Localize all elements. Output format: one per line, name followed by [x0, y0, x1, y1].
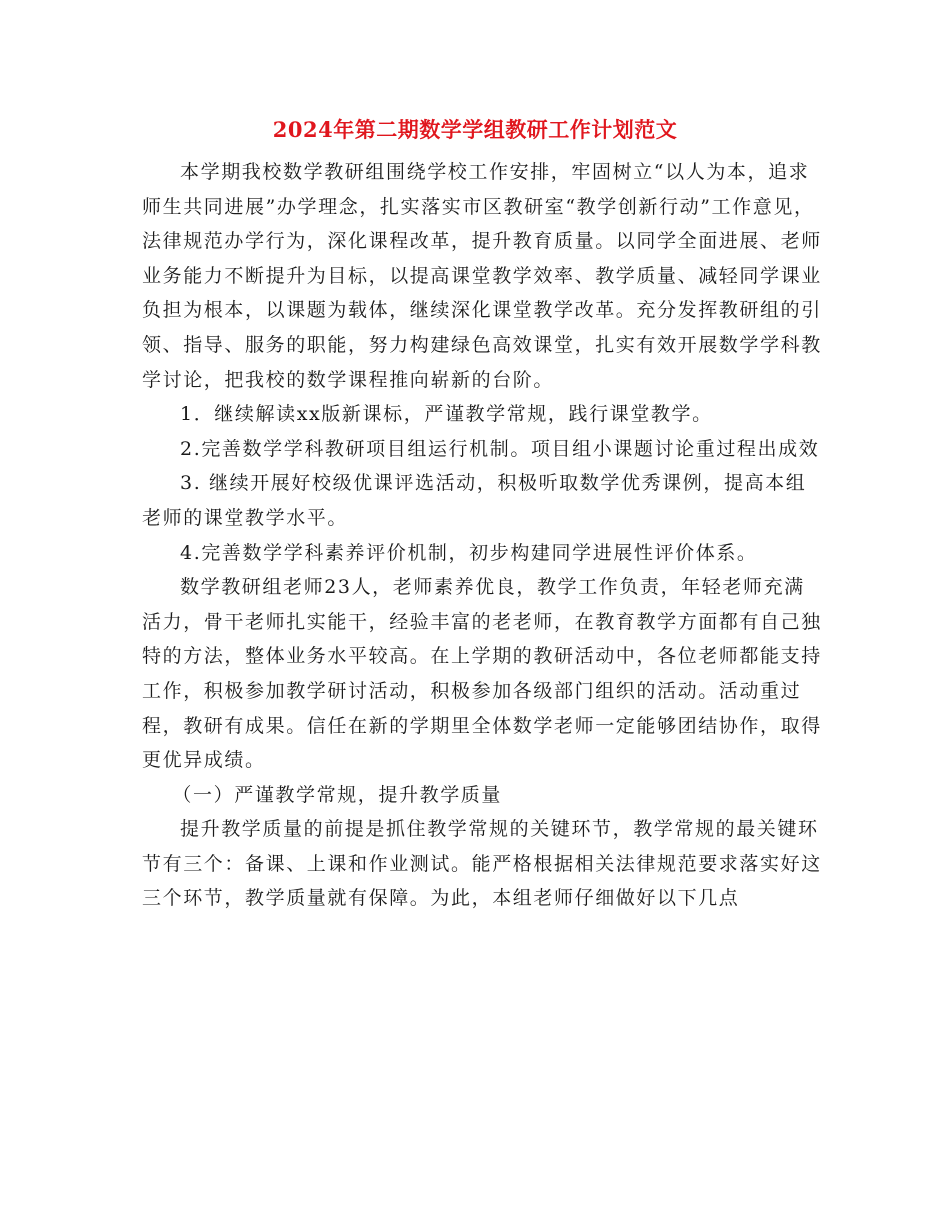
document-body	[142, 155, 822, 916]
document-title: 2024年第二期数学学组教研工作计划范文	[272, 117, 678, 142]
paragraph-item-3: 3. 继续开展好校级优课评选活动，积极听取数学优秀课例，提高本组老师的课堂教学水平。	[142, 472, 807, 529]
paragraph-item-1: 1．继续解读xx版新课标，严谨教学常规，践行课堂教学。	[180, 403, 713, 426]
paragraph-item-4: 4.完善数学学科素养评价机制，初步构建同学进展性评价体系。	[180, 541, 758, 564]
section-heading-1: （一）严谨教学常规，提升教学质量	[172, 783, 502, 806]
paragraph-item-2: 2.完善数学学科教研项目组运行机制。项目组小课题讨论重过程出成效	[180, 437, 820, 460]
paragraph-intro: 本学期我校数学教研组围绕学校工作安排，牢固树立“以人为本，追求师生共同进展”办学理念，扎实落实市区教研室“教学创新行动”工作意见，法律规范办学行为，深化课程改革，提升教育质量。以同学全面进展、老师业务能力不断提升为目标，以提高课堂教学效率、教学质量、减轻同学课业负担为根本，以课题为载体，继续深化课堂教学改革。充分发挥教研组的引领、指导、服务的职能，努力构建绿色高效课堂，扎实有效开展数学学科教学讨论，把我校的数学课程推向崭新的台阶。	[142, 161, 822, 391]
paragraph-quality: 提升教学质量的前提是抓住教学常规的关键环节，教学常规的最关键环节有三个：备课、上课和作业测试。能严格根据相关法律规范要求落实好这三个环节，教学质量就有保障。为此，本组老师仔细做好以下几点	[142, 818, 822, 910]
paragraph-team: 数学教研组老师23人，老师素养优良，教学工作负责，年轻老师充满活力，骨干老师扎实能干，经验丰富的老老师，在教育教学方面都有自己独特的方法，整体业务水平较高。在上学期的教研活动中，各位老师都能支持工作，积极参加教学研讨活动，积极参加各级部门组织的活动。活动重过程，教研有成果。信任在新的学期里全体数学老师一定能够团结协作，取得更优异成绩。	[142, 576, 822, 772]
